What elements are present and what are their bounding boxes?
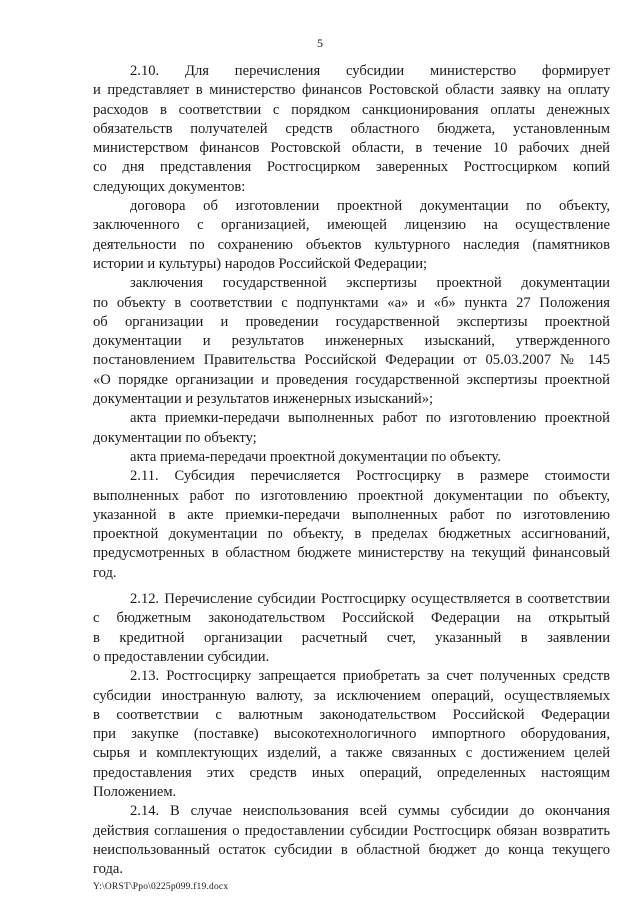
text-line: проектной документации по объекту, в пределах бюджетных ассигнований, [93, 526, 610, 543]
text-line: выполненных работ по изготовлению проектной документации по объекту, [93, 487, 610, 504]
text-line: о предоставлении субсидии. [93, 648, 270, 665]
text-line: действия соглашения о предоставлении субсидии Ростгосцирк обязан возвратить [93, 822, 610, 839]
text-line: предусмотренных в областном бюджете министерству на текущий финансовый [93, 545, 610, 562]
paragraph-p-doc-1 [93, 197, 610, 274]
text-line: Положением. [93, 783, 177, 800]
text-line: указанной в акте приемки-передачи выполненных работ по изготовлению [93, 506, 610, 523]
text-line: год. [93, 564, 117, 581]
text-line: договора об изготовлении проектной документации по объекту, [130, 198, 610, 215]
text-line: документации и результатов инженерных изысканий»; [93, 391, 434, 408]
text-line: субсидии иностранную валюту, за исключением операций, осуществляемых [93, 687, 610, 704]
text-line: 2.12. Перечисление субсидии Ростгосцирку осуществляется в соответствии [130, 591, 610, 608]
text-line: сырья и комплектующих изделий, а также связанных с достижением целей [93, 745, 610, 762]
text-line: при закупке (поставке) высокотехнологичного импортного оборудования, [93, 726, 610, 743]
text-line: министерством финансов Ростовской области, в течение 10 рабочих дней [93, 140, 610, 157]
text-line: заключения государственной экспертизы проектной документации [130, 275, 610, 292]
text-line: неиспользованный остаток субсидии в областной бюджет до конца текущего [93, 841, 610, 858]
text-line: 2.14. В случае неиспользования всей суммы субсидии до окончания [130, 803, 610, 820]
text-line: документации и результатов инженерных изысканий, утвержденного [93, 333, 610, 350]
text-line: по объекту в соответствии с подпунктами «а» и «б» пункта 27 Положения [93, 294, 610, 311]
text-line: и представляет в министерство финансов Ростовской области заявку на оплату [93, 82, 610, 99]
text-line: в кредитной организации расчетный счет, указанный в заявлении [93, 629, 610, 646]
text-line: документации по объекту; [93, 429, 257, 446]
paragraph-p-2-13 [93, 667, 610, 802]
text-line: года. [93, 861, 124, 878]
text-line: с бюджетным законодательством Российской Федерации на открытый [93, 610, 610, 627]
text-line: об организации и проведении государственной экспертизы проектной [93, 313, 610, 330]
text-line: расходов в соответствии с порядком санкционирования оплаты денежных [93, 101, 610, 118]
paragraph-p-doc-2 [93, 274, 610, 409]
paragraph-p-doc-4 [93, 448, 610, 467]
paragraph-p-2-14 [93, 802, 610, 879]
text-line: деятельности по сохранению объектов культурного наследия (памятников [93, 236, 610, 253]
text-line: со дня представления Ростгосцирком заверенных Ростгосцирком копий [93, 159, 610, 176]
text-line: «О порядке организации и проведения государственной экспертизы проектной [93, 371, 610, 388]
page-number: 5 [317, 36, 323, 50]
paragraph-p-2-11 [93, 467, 610, 583]
text-line: заключенного с организацией, имеющей лицензию на осуществление [93, 217, 610, 234]
text-line: 2.10. Для перечисления субсидии министерство формирует [130, 63, 610, 79]
paragraph-p-2-10 [93, 62, 610, 197]
paragraph-p-doc-3 [93, 409, 610, 448]
file-path-footer: Y:\ORST\Ppo\0225p099.f19.docx [93, 882, 229, 892]
text-line: в соответствии с валютным законодательством Российской Федерации [93, 706, 610, 723]
text-line: акта приема-передачи проектной документации по объекту. [130, 448, 501, 465]
text-line: предоставления этих средств иных операций, определенных настоящим [93, 764, 610, 781]
text-line: следующих документов: [93, 178, 246, 195]
paragraph-p-2-12 [93, 590, 610, 667]
text-line: истории и культуры) народов Российской Федерации; [93, 255, 428, 272]
text-line: 2.11. Субсидия перечисляется Ростгосцирку в размере стоимости [130, 468, 610, 485]
text-line: постановлением Правительства Российской Федерации от 05.03.2007 № 145 [93, 352, 610, 369]
text-line: акта приемки-передачи выполненных работ по изготовлению проектной [130, 410, 610, 427]
document-body [93, 62, 610, 879]
text-line: обязательств получателей средств областного бюджета, установленным [93, 120, 610, 137]
text-line: 2.13. Ростгосцирку запрещается приобретать за счет полученных средств [130, 668, 610, 685]
